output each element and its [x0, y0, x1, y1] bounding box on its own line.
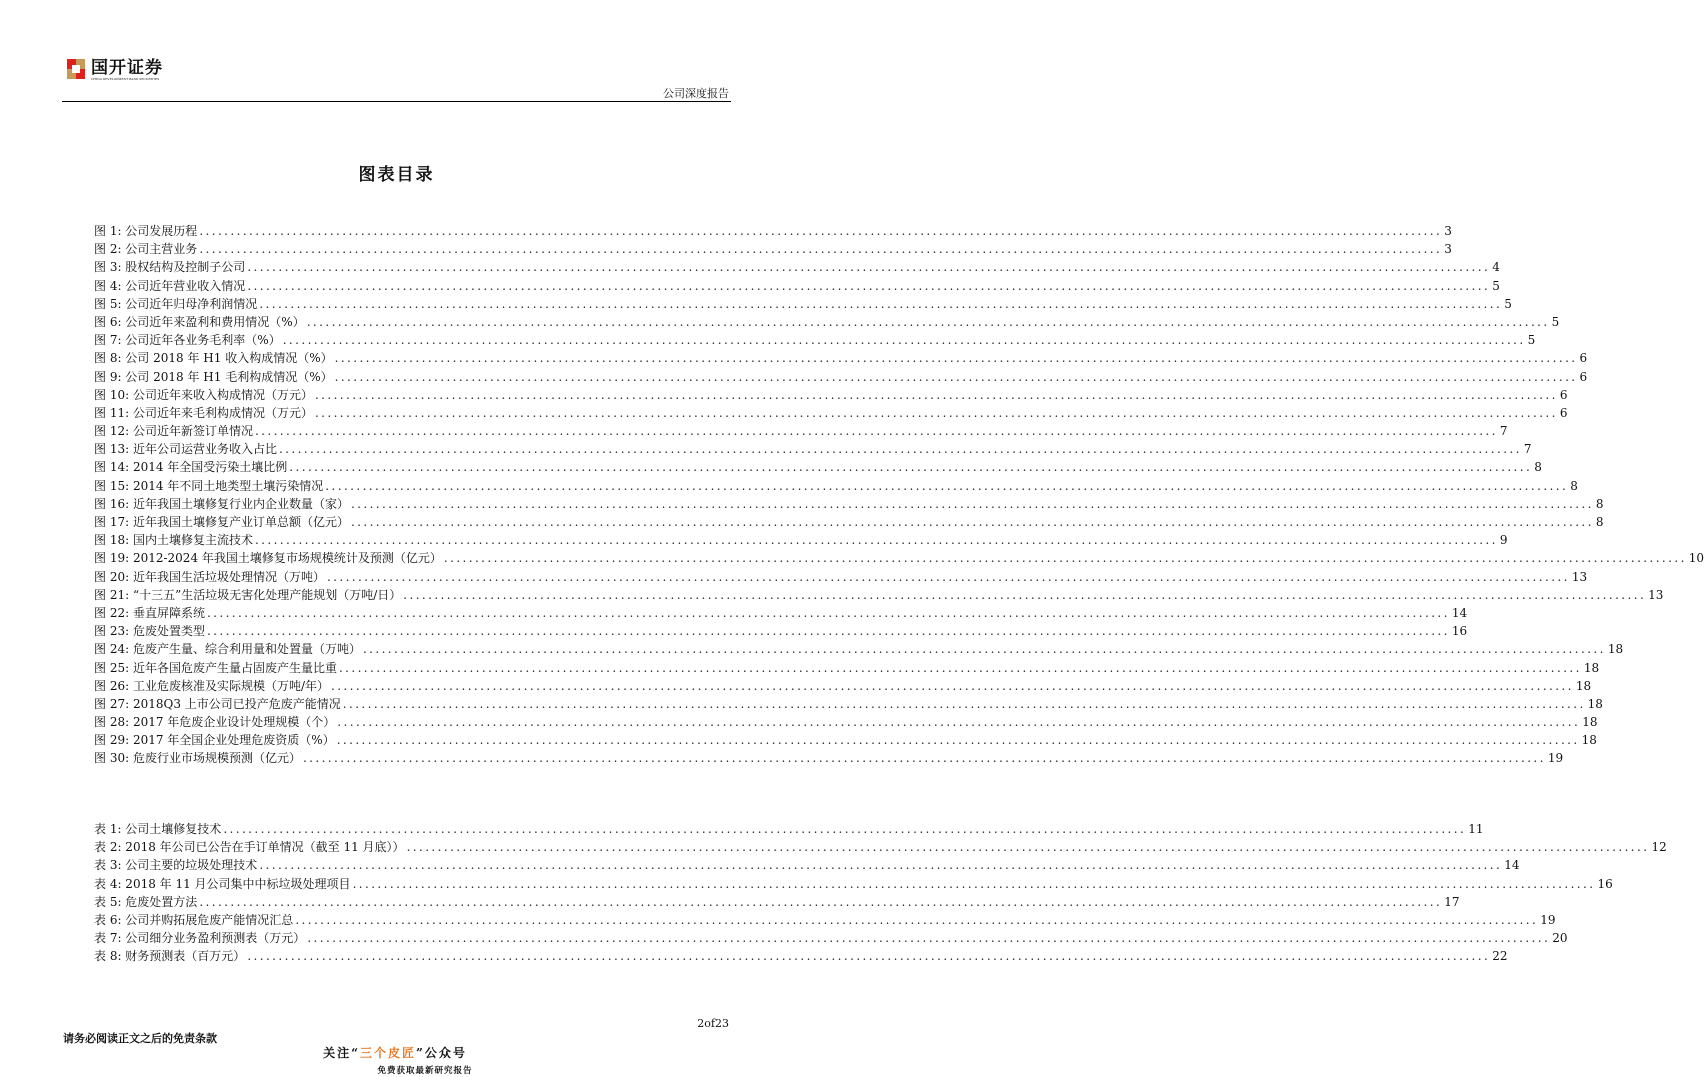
dot-leader: ........................................................................................................................................................................................................: [295, 912, 1539, 927]
figure-entry-page: 13: [1571, 569, 1588, 584]
table-entry[interactable]: [94, 875, 1613, 893]
dot-leader: ........................................................................................................................................................................................................: [282, 333, 1526, 348]
table-entry[interactable]: [94, 838, 1667, 856]
table-entry-page: 14: [1504, 858, 1520, 873]
figure-entry-label: 图 17: 近年我国土壤修复产业订单总额（亿元）: [94, 515, 349, 529]
table-entry-label: 表 7: 公司细分业务盈利预测表（万元）: [94, 931, 306, 946]
table-entry-label: 表 8: 财务预测表（百万元）: [94, 949, 246, 964]
figure-entry-label: 图 18: 国内土壤修复主流技术: [94, 533, 253, 548]
figure-entry-page: 5: [1551, 314, 1560, 329]
figure-entry-page: 13: [1648, 587, 1664, 602]
figure-entry[interactable]: [94, 422, 1508, 440]
table-entry[interactable]: [94, 911, 1556, 929]
figure-entry-page: 19: [1547, 751, 1564, 766]
figure-entry-label: 图 13: 近年公司运营业务收入占比: [94, 442, 277, 457]
dot-leader: ........................................................................................................................................................................................................: [403, 587, 1647, 602]
figure-entry-label: 图 16: 近年我国土壤修复行业内企业数量（家）: [94, 496, 349, 511]
table-entry[interactable]: [94, 929, 1568, 947]
promo-suffix: ”公众号: [416, 1046, 467, 1060]
dot-leader: ........................................................................................................................................................................................................: [254, 424, 1498, 439]
dot-leader: ........................................................................................................................................................................................................: [352, 876, 1596, 891]
figure-entry-page: 8: [1595, 496, 1604, 511]
figure-entry-page: 10: [1688, 551, 1704, 566]
figure-entry-page: 5: [1504, 296, 1512, 311]
figure-entry-page: 18: [1575, 678, 1592, 693]
figure-entry-page: 18: [1582, 715, 1598, 730]
figure-entry[interactable]: [94, 404, 1568, 422]
dot-leader: ........................................................................................................................................................................................................: [259, 296, 1503, 311]
figure-entry[interactable]: [94, 713, 1598, 731]
table-entry-page: 20: [1552, 931, 1568, 946]
figure-entry[interactable]: [94, 640, 1624, 658]
dot-leader: ........................................................................................................................................................................................................: [337, 715, 1581, 730]
figure-entry[interactable]: [94, 295, 1512, 313]
figure-entry-label: 图 21: “十三五”生活垃圾无害化处理产能规划（万吨/日）: [94, 587, 402, 602]
dot-leader: ........................................................................................................................................................................................................: [206, 624, 1450, 639]
dot-leader: ........................................................................................................................................................................................................: [278, 442, 1522, 457]
dot-leader: ........................................................................................................................................................................................................: [331, 678, 1574, 693]
figure-entry-page: 16: [1451, 624, 1468, 639]
table-entry-label: 表 2: 2018 年公司已公告在手订单情况（截至 11 月底））: [94, 840, 405, 855]
figure-entry-label: 图 4: 公司近年营业收入情况: [94, 278, 246, 293]
figure-entry-label: 图 29: 2017 年全国企业处理危废资质（%）: [94, 733, 335, 748]
figure-entry-label: 图 11: 公司近年来毛利构成情况（万元）: [94, 405, 313, 420]
dot-leader: ........................................................................................................................................................................................................: [306, 314, 1550, 329]
figure-entry[interactable]: [94, 349, 1588, 367]
figure-entry-page: 6: [1579, 369, 1588, 384]
figure-entry-label: 图 28: 2017 年危废企业设计处理规模（个）: [94, 715, 336, 730]
figure-entry-page: 9: [1499, 533, 1508, 548]
promo-prefix: 关注“: [323, 1046, 360, 1060]
table-entry-label: 表 5: 危废处置方法: [94, 894, 198, 909]
dot-leader: ........................................................................................................................................................................................................: [350, 496, 1594, 511]
figure-entry[interactable]: [94, 568, 1588, 586]
dot-leader: ........................................................................................................................................................................................................: [307, 931, 1551, 946]
dot-leader: ........................................................................................................................................................................................................: [325, 478, 1569, 493]
figure-entry[interactable]: [94, 604, 1468, 622]
figure-entry-label: 图 10: 公司近年来收入构成情况（万元）: [94, 387, 313, 402]
promo-highlight: 三个皮匠: [359, 1046, 416, 1060]
figure-entry[interactable]: [94, 331, 1536, 349]
dot-leader: ........................................................................................................................................................................................................: [206, 605, 1450, 620]
figure-entry-page: 6: [1559, 405, 1568, 420]
dot-leader: ........................................................................................................................................................................................................: [223, 822, 1467, 836]
dot-leader: ........................................................................................................................................................................................................: [443, 551, 1687, 566]
dot-leader: ........................................................................................................................................................................................................: [338, 660, 1582, 675]
figure-entry-page: 8: [1570, 478, 1578, 493]
figure-entry-page: 18: [1587, 696, 1603, 711]
logo-mark-icon: [67, 59, 85, 79]
figure-entry[interactable]: [94, 313, 1560, 331]
figure-list: [94, 222, 1704, 768]
figure-entry-label: 图 12: 公司近年新签订单情况: [94, 424, 253, 439]
dot-leader: ........................................................................................................................................................................................................: [350, 515, 1594, 529]
page-title: 图表目录: [358, 165, 435, 185]
figure-entry[interactable]: [94, 549, 1704, 567]
figure-entry[interactable]: [94, 440, 1532, 458]
page-number: 2of23: [697, 1017, 729, 1030]
figure-entry-label: 图 30: 危废行业市场规模预测（亿元）: [94, 751, 301, 766]
dot-leader: ........................................................................................................................................................................................................: [289, 460, 1533, 475]
report-type: 公司深度报告: [663, 87, 729, 100]
table-entry-page: 19: [1540, 912, 1556, 927]
figure-entry[interactable]: [94, 731, 1597, 749]
dot-leader: ........................................................................................................................................................................................................: [199, 224, 1443, 238]
figure-entry[interactable]: [94, 749, 1564, 767]
dot-leader: ........................................................................................................................................................................................................: [199, 242, 1443, 257]
figure-entry[interactable]: [94, 277, 1500, 295]
figure-entry-page: 3: [1444, 242, 1452, 257]
figure-entry[interactable]: [94, 368, 1588, 386]
figure-entry[interactable]: [94, 495, 1604, 513]
figure-entry-label: 图 20: 近年我国生活垃圾处理情况（万吨）: [94, 569, 325, 584]
figure-entry[interactable]: [94, 586, 1664, 604]
table-entry-label: 表 3: 公司主要的垃圾处理技术: [94, 858, 258, 873]
dot-leader: ........................................................................................................................................................................................................: [199, 894, 1443, 909]
table-entry-label: 表 1: 公司土壤修复技术: [94, 822, 222, 836]
figure-entry[interactable]: [94, 531, 1508, 549]
figure-entry-label: 图 14: 2014 年全国受污染土壤比例: [94, 460, 288, 475]
table-entry-page: 16: [1597, 876, 1613, 891]
figure-entry-label: 图 23: 危废处置类型: [94, 624, 205, 639]
dot-leader: ........................................................................................................................................................................................................: [314, 405, 1558, 420]
figure-entry[interactable]: [94, 477, 1578, 495]
figure-entry[interactable]: [94, 458, 1542, 476]
dot-leader: ........................................................................................................................................................................................................: [342, 696, 1586, 711]
figure-entry-page: 6: [1579, 351, 1588, 366]
table-entry-label: 表 4: 2018 年 11 月公司集中中标垃圾处理项目: [94, 876, 351, 891]
figure-entry[interactable]: [94, 659, 1600, 677]
dot-leader: ........................................................................................................................................................................................................: [247, 260, 1491, 275]
figure-entry[interactable]: [94, 677, 1592, 695]
figure-entry[interactable]: [94, 240, 1452, 258]
company-logo: [67, 59, 163, 82]
logo-text-en: CHINA DEVELOPMENT BANK SECURITIES: [91, 77, 160, 81]
dot-leader: ........................................................................................................................................................................................................: [259, 858, 1503, 873]
figure-entry-page: 18: [1583, 660, 1600, 675]
figure-entry-label: 图 9: 公司 2018 年 H1 毛利构成情况（%）: [94, 369, 333, 384]
figure-entry[interactable]: [94, 386, 1568, 404]
figure-entry-label: 图 24: 危废产生量、综合利用量和处置量（万吨）: [94, 642, 361, 657]
promo-banner: [300, 1044, 490, 1076]
figure-entry-label: 图 2: 公司主营业务: [94, 242, 198, 257]
table-entry-page: 22: [1492, 949, 1508, 964]
dot-leader: ........................................................................................................................................................................................................: [336, 733, 1580, 748]
figure-entry[interactable]: [94, 695, 1603, 713]
dot-leader: ........................................................................................................................................................................................................: [326, 569, 1570, 584]
figure-entry-label: 图 7: 公司近年各业务毛利率（%）: [94, 333, 281, 348]
figure-entry-label: 图 22: 垂直屏障系统: [94, 605, 205, 620]
figure-entry[interactable]: [94, 513, 1604, 531]
figure-entry[interactable]: [94, 222, 1452, 240]
table-entry[interactable]: [94, 947, 1508, 965]
dot-leader: ........................................................................................................................................................................................................: [247, 278, 1491, 293]
figure-entry-label: 图 3: 股权结构及控制子公司: [94, 260, 246, 275]
figure-entry-page: 6: [1559, 387, 1568, 402]
dot-leader: ........................................................................................................................................................................................................: [247, 949, 1491, 964]
figure-entry-label: 图 1: 公司发展历程: [94, 224, 198, 238]
figure-entry-page: 8: [1595, 515, 1604, 529]
logo-text-cn: 国开证券: [91, 58, 163, 78]
table-entry-page: 12: [1651, 840, 1667, 855]
promo-subtitle: 免费获取最新研究报告: [377, 1066, 473, 1076]
dot-leader: ........................................................................................................................................................................................................: [334, 369, 1578, 384]
figure-entry-label: 图 5: 公司近年归母净利润情况: [94, 296, 258, 311]
figure-entry[interactable]: [94, 258, 1500, 276]
dot-leader: ........................................................................................................................................................................................................: [254, 533, 1498, 548]
figure-entry-page: 3: [1444, 224, 1452, 238]
figure-entry-page: 14: [1451, 605, 1468, 620]
dot-leader: ........................................................................................................................................................................................................: [302, 751, 1546, 766]
figure-entry-page: 7: [1523, 442, 1532, 457]
figure-entry-label: 图 25: 近年各国危废产生量占固废产生量比重: [94, 660, 337, 675]
header-divider: [62, 101, 731, 102]
table-entry[interactable]: [94, 820, 1484, 838]
table-entry[interactable]: [94, 856, 1520, 874]
figure-entry-label: 图 19: 2012-2024 年我国土壤修复市场规模统计及预测（亿元）: [94, 551, 442, 566]
disclaimer-notice: 请务必阅读正文之后的免责条款: [63, 1032, 217, 1045]
figure-entry-label: 图 26: 工业危废核准及实际规模（万吨/年）: [94, 678, 329, 693]
table-entry-page: 17: [1444, 894, 1460, 909]
dot-leader: ........................................................................................................................................................................................................: [314, 387, 1558, 402]
table-entry-label: 表 6: 公司并购拓展危废产能情况汇总: [94, 912, 294, 927]
dot-leader: ........................................................................................................................................................................................................: [406, 840, 1650, 855]
figure-entry-page: 4: [1492, 260, 1500, 275]
table-entry[interactable]: [94, 893, 1460, 911]
dot-leader: ........................................................................................................................................................................................................: [334, 351, 1578, 366]
figure-entry-page: 8: [1534, 460, 1542, 475]
figure-entry-label: 图 27: 2018Q3 上市公司已投产危废产能情况: [94, 696, 341, 711]
figure-entry-page: 18: [1581, 733, 1597, 748]
figure-entry-page: 7: [1499, 424, 1508, 439]
figure-entry-page: 5: [1527, 333, 1536, 348]
table-entry-page: 11: [1468, 822, 1484, 836]
figure-entry[interactable]: [94, 622, 1468, 640]
figure-entry-label: 图 6: 公司近年来盈利和费用情况（%）: [94, 314, 305, 329]
figure-entry-label: 图 8: 公司 2018 年 H1 收入构成情况（%）: [94, 351, 333, 366]
figure-entry-label: 图 15: 2014 年不同土地类型土壤污染情况: [94, 478, 324, 493]
table-list: [94, 820, 1667, 966]
dot-leader: ........................................................................................................................................................................................................: [362, 642, 1606, 657]
figure-entry-page: 5: [1492, 278, 1500, 293]
figure-entry-page: 18: [1607, 642, 1624, 657]
